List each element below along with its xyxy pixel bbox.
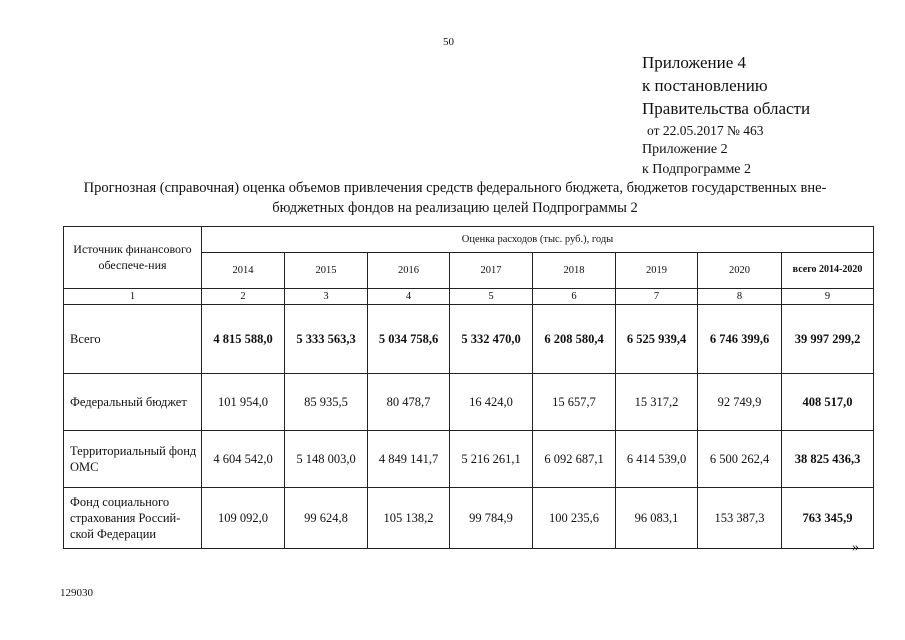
row-label: Федеральный бюджет — [64, 374, 202, 431]
row-label: Всего — [64, 305, 202, 374]
title-line: бюджетных фондов на реализацию целей Подпрограммы 2 — [272, 200, 638, 216]
table-cell: 4 849 141,7 — [368, 431, 450, 488]
table-cell: 85 935,5 — [285, 374, 368, 431]
header-year: 2017 — [450, 253, 533, 289]
closing-quote: » — [852, 540, 859, 555]
table-cell: 99 784,9 — [450, 488, 533, 549]
appendix-line: к Подпрограмме 2 — [642, 161, 752, 177]
budget-table — [63, 226, 874, 549]
table-cell: 15 317,2 — [616, 374, 698, 431]
table-cell: 6 092 687,1 — [533, 431, 616, 488]
footer-code: 129030 — [60, 587, 93, 599]
table-cell: 6 746 399,6 — [698, 305, 782, 374]
table-cell: 16 424,0 — [450, 374, 533, 431]
header-source: Источник финансового обеспече-ния — [64, 227, 202, 289]
table-cell: 4 604 542,0 — [202, 431, 285, 488]
header-total: всего 2014-2020 — [782, 253, 874, 289]
column-number: 8 — [698, 289, 782, 305]
table-cell: 80 478,7 — [368, 374, 450, 431]
appendix-line: Приложение 4 — [642, 53, 746, 72]
header-expense-estimate: Оценка расходов (тыс. руб.), годы — [202, 227, 874, 253]
table-cell-total: 38 825 436,3 — [782, 431, 874, 488]
table-cell: 6 525 939,4 — [616, 305, 698, 374]
appendix-block — [642, 52, 810, 180]
table-row — [64, 488, 874, 549]
table-cell: 6 208 580,4 — [533, 305, 616, 374]
table-cell: 15 657,7 — [533, 374, 616, 431]
header-year: 2016 — [368, 253, 450, 289]
table-row — [64, 305, 874, 374]
column-number: 1 — [64, 289, 202, 305]
appendix-date: от 22.05.2017 № 463 — [647, 122, 764, 138]
row-label: Территориальный фонд ОМС — [64, 431, 202, 488]
table-cell: 92 749,9 — [698, 374, 782, 431]
appendix-line: Приложение 2 — [642, 142, 728, 158]
column-number: 5 — [450, 289, 533, 305]
table-cell: 6 500 262,4 — [698, 431, 782, 488]
table-cell: 5 034 758,6 — [368, 305, 450, 374]
table-cell-total: 763 345,9 — [782, 488, 874, 549]
table-row — [64, 374, 874, 431]
header-year: 2015 — [285, 253, 368, 289]
table-row — [64, 431, 874, 488]
table-cell-total: 39 997 299,2 — [782, 305, 874, 374]
column-number-row — [64, 289, 874, 305]
header-year: 2018 — [533, 253, 616, 289]
page-number: 50 — [443, 36, 454, 48]
column-number: 3 — [285, 289, 368, 305]
table-cell: 99 624,8 — [285, 488, 368, 549]
row-label: Фонд социального страхования Россий-ской Федерации — [64, 488, 202, 549]
table-cell: 5 216 261,1 — [450, 431, 533, 488]
column-number: 2 — [202, 289, 285, 305]
document-title — [60, 178, 850, 218]
title-line: Прогнозная (справочная) оценка объемов привлечения средств федерального бюджета, бюджетов государственных вне- — [83, 180, 827, 196]
header-year: 2014 — [202, 253, 285, 289]
table-cell: 6 414 539,0 — [616, 431, 698, 488]
table-cell: 105 138,2 — [368, 488, 450, 549]
table-cell: 153 387,3 — [698, 488, 782, 549]
table-cell: 5 148 003,0 — [285, 431, 368, 488]
table-cell: 101 954,0 — [202, 374, 285, 431]
table-cell: 5 333 563,3 — [285, 305, 368, 374]
header-year: 2019 — [616, 253, 698, 289]
table-cell: 100 235,6 — [533, 488, 616, 549]
header-year: 2020 — [698, 253, 782, 289]
column-number: 6 — [533, 289, 616, 305]
column-number: 9 — [782, 289, 874, 305]
table-cell-total: 408 517,0 — [782, 374, 874, 431]
column-number: 7 — [616, 289, 698, 305]
table-cell: 96 083,1 — [616, 488, 698, 549]
column-number: 4 — [368, 289, 450, 305]
appendix-line: к постановлению — [642, 75, 768, 95]
table-cell: 4 815 588,0 — [202, 305, 285, 374]
table-cell: 5 332 470,0 — [450, 305, 533, 374]
table-cell: 109 092,0 — [202, 488, 285, 549]
appendix-line: Правительства области — [642, 98, 811, 118]
